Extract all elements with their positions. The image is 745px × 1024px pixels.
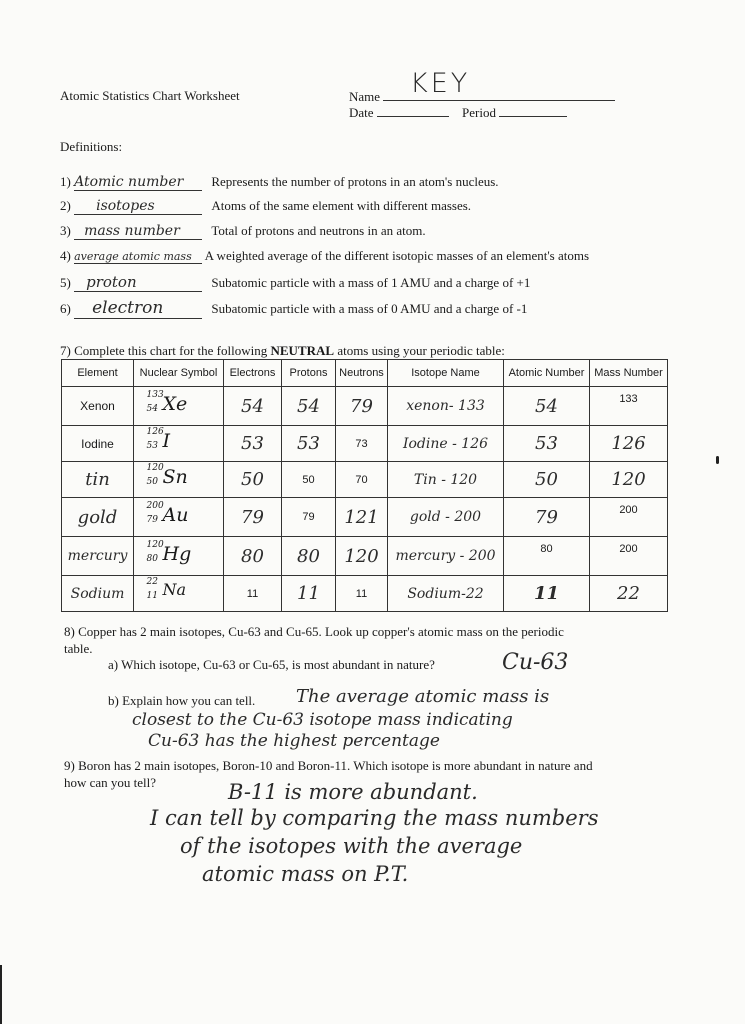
date-line: [377, 104, 449, 117]
atomic-chart-table: [61, 359, 668, 612]
cell-atomic-number: 11: [504, 576, 590, 612]
q8-b-label: b) Explain how you can tell.: [108, 693, 256, 708]
cell-atomic-number: 53: [504, 426, 590, 462]
cell-electrons: 50: [224, 462, 282, 498]
nuclear-symbol: Au: [162, 503, 189, 526]
cell-neutrons: 120: [336, 537, 388, 576]
definition-number: 3): [60, 223, 71, 238]
cell-element: mercury: [62, 537, 134, 576]
header-mass-number: Mass Number: [590, 360, 668, 387]
definition-answer: Atomic number: [74, 174, 202, 191]
cell-element: Xenon: [62, 387, 134, 426]
header-nuclear-symbol: Nuclear Symbol: [134, 360, 224, 387]
definition-item: [60, 248, 589, 264]
nuclear-z: 54: [146, 403, 158, 414]
table-row: [62, 537, 668, 576]
cell-electrons: 80: [224, 537, 282, 576]
period-label: Period: [462, 105, 496, 120]
cell-isotope-name: Sodium-22: [388, 576, 504, 612]
nuclear-mass: 120: [146, 539, 164, 550]
nuclear-mass: 22: [146, 577, 158, 587]
definition-number: 4): [60, 248, 71, 263]
definition-item: [60, 298, 527, 319]
cell-protons: 54: [282, 387, 336, 426]
header-element: Element: [62, 360, 134, 387]
header-electrons: Electrons: [224, 360, 282, 387]
definition-number: 6): [60, 301, 71, 316]
cell-neutrons: 79: [336, 387, 388, 426]
name-label: Name: [349, 89, 381, 104]
q8-line2: table.: [64, 641, 93, 656]
q8-a-answer: Cu-63: [502, 650, 569, 675]
definitions-heading: Definitions:: [60, 139, 123, 154]
cell-electrons: 11: [224, 576, 282, 612]
q9-answer-1: B-11 is more abundant.: [228, 780, 478, 804]
cell-nuclear-symbol: [134, 462, 224, 498]
q9-line1: 9) Boron has 2 main isotopes, Boron-10 and Boron-11. Which isotope is more abundant in nature and: [64, 758, 593, 773]
definition-number: 1): [60, 174, 71, 189]
cell-atomic-number: 80: [504, 537, 590, 576]
cell-atomic-number: 79: [504, 498, 590, 537]
cell-nuclear-symbol: [134, 498, 224, 537]
cell-mass-number: 200: [590, 498, 668, 537]
nuclear-mass: 126: [146, 427, 164, 437]
nuclear-mass: 120: [146, 463, 164, 473]
table-row: [62, 387, 668, 426]
cell-nuclear-symbol: [134, 426, 224, 462]
cell-isotope-name: xenon- 133: [388, 387, 504, 426]
nuclear-symbol: I: [162, 430, 171, 452]
cell-element: Iodine: [62, 426, 134, 462]
chart-instruction-bold: NEUTRAL: [270, 343, 335, 358]
q8-b-answer-3: Cu-63 has the highest percentage: [148, 731, 440, 751]
header-isotope-name: Isotope Name: [388, 360, 504, 387]
cell-electrons: 53: [224, 426, 282, 462]
definition-answer: proton: [74, 273, 202, 292]
header-neutrons: Neutrons: [336, 360, 388, 387]
scan-dot-mark: [716, 456, 719, 464]
cell-atomic-number: 54: [504, 387, 590, 426]
q8-b-answer-2: closest to the Cu-63 isotope mass indicating: [132, 710, 513, 730]
cell-mass-number: 200: [590, 537, 668, 576]
cell-isotope-name: mercury - 200: [388, 537, 504, 576]
cell-protons: 79: [282, 498, 336, 537]
definition-text: Total of protons and neutrons in an atom.: [211, 223, 426, 238]
cell-isotope-name: gold - 200: [388, 498, 504, 537]
table-row: [62, 462, 668, 498]
nuclear-mass: 200: [146, 500, 164, 511]
worksheet-title: Atomic Statistics Chart Worksheet: [60, 88, 240, 103]
definition-answer: mass number: [74, 223, 202, 240]
cell-mass-number: 126: [590, 426, 668, 462]
cell-element: Sodium: [62, 576, 134, 612]
nuclear-z: 53: [146, 441, 158, 451]
date-field: [349, 104, 567, 121]
cell-mass-number: 120: [590, 462, 668, 498]
cell-mass-number: 133: [590, 387, 668, 426]
table-row: [62, 576, 668, 612]
definition-number: 2): [60, 198, 71, 213]
q9-answer-2: I can tell by comparing the mass numbers: [150, 806, 599, 830]
cell-element: tin: [62, 462, 134, 498]
cell-isotope-name: Iodine - 126: [388, 426, 504, 462]
definition-item: [60, 223, 426, 240]
cell-isotope-name: Tin - 120: [388, 462, 504, 498]
cell-nuclear-symbol: [134, 576, 224, 612]
nuclear-z: 79: [146, 514, 158, 525]
nuclear-z: 50: [146, 477, 158, 487]
definition-text: Subatomic particle with a mass of 0 AMU and a charge of -1: [211, 301, 528, 316]
q9-answer-3: of the isotopes with the average: [180, 834, 523, 858]
name-value: KEY: [410, 68, 471, 99]
cell-element: gold: [62, 498, 134, 537]
table-row: [62, 498, 668, 537]
definition-number: 5): [60, 275, 71, 290]
definition-text: Represents the number of protons in an atom's nucleus.: [211, 174, 499, 189]
table-row: [62, 426, 668, 462]
cell-electrons: 79: [224, 498, 282, 537]
date-label: Date: [349, 105, 374, 120]
nuclear-symbol: Sn: [162, 466, 188, 488]
definition-answer: isotopes: [74, 198, 202, 215]
cell-neutrons: 121: [336, 498, 388, 537]
header-protons: Protons: [282, 360, 336, 387]
cell-protons: 53: [282, 426, 336, 462]
name-field: [349, 86, 615, 105]
cell-nuclear-symbol: [134, 537, 224, 576]
definition-text: Atoms of the same element with different masses.: [211, 198, 472, 213]
q8-b-answer-1: The average atomic mass is: [296, 686, 550, 707]
cell-protons: 50: [282, 462, 336, 498]
nuclear-symbol: Xe: [162, 392, 188, 415]
cell-protons: 80: [282, 537, 336, 576]
definition-answer: average atomic mass: [74, 250, 202, 264]
nuclear-z: 80: [146, 553, 158, 564]
nuclear-symbol: Na: [162, 580, 187, 599]
table-header-row: [62, 360, 668, 387]
definition-text: Subatomic particle with a mass of 1 AMU and a charge of +1: [211, 275, 531, 290]
cell-protons: 11: [282, 576, 336, 612]
cell-neutrons: 70: [336, 462, 388, 498]
chart-instruction: [60, 343, 505, 359]
definition-answer: electron: [74, 298, 202, 319]
q8-line1: 8) Copper has 2 main isotopes, Cu-63 and Cu-65. Look up copper's atomic mass on the periodic: [64, 624, 564, 639]
chart-instruction-pre: 7) Complete this chart for the following: [60, 343, 271, 358]
cell-electrons: 54: [224, 387, 282, 426]
q8-a-label: a) Which isotope, Cu-63 or Cu-65, is most abundant in nature?: [108, 657, 435, 672]
nuclear-mass: 133: [146, 389, 164, 400]
chart-instruction-post: atoms using your periodic table:: [334, 343, 505, 358]
nuclear-z: 11: [146, 591, 158, 601]
cell-neutrons: 11: [336, 576, 388, 612]
nuclear-symbol: Hg: [162, 542, 192, 565]
q9-line2: how can you tell?: [64, 775, 157, 790]
cell-nuclear-symbol: [134, 387, 224, 426]
definition-item: [60, 273, 530, 292]
scan-edge-mark: [0, 965, 2, 1024]
header-atomic-number: Atomic Number: [504, 360, 590, 387]
q9-answer-4: atomic mass on P.T.: [202, 862, 409, 886]
definition-item: [60, 198, 471, 215]
cell-mass-number: 22: [590, 576, 668, 612]
cell-atomic-number: 50: [504, 462, 590, 498]
period-line: [499, 104, 567, 117]
definition-item: [60, 174, 499, 191]
cell-neutrons: 73: [336, 426, 388, 462]
definition-text: A weighted average of the different isotopic masses of an element's atoms: [204, 248, 590, 263]
